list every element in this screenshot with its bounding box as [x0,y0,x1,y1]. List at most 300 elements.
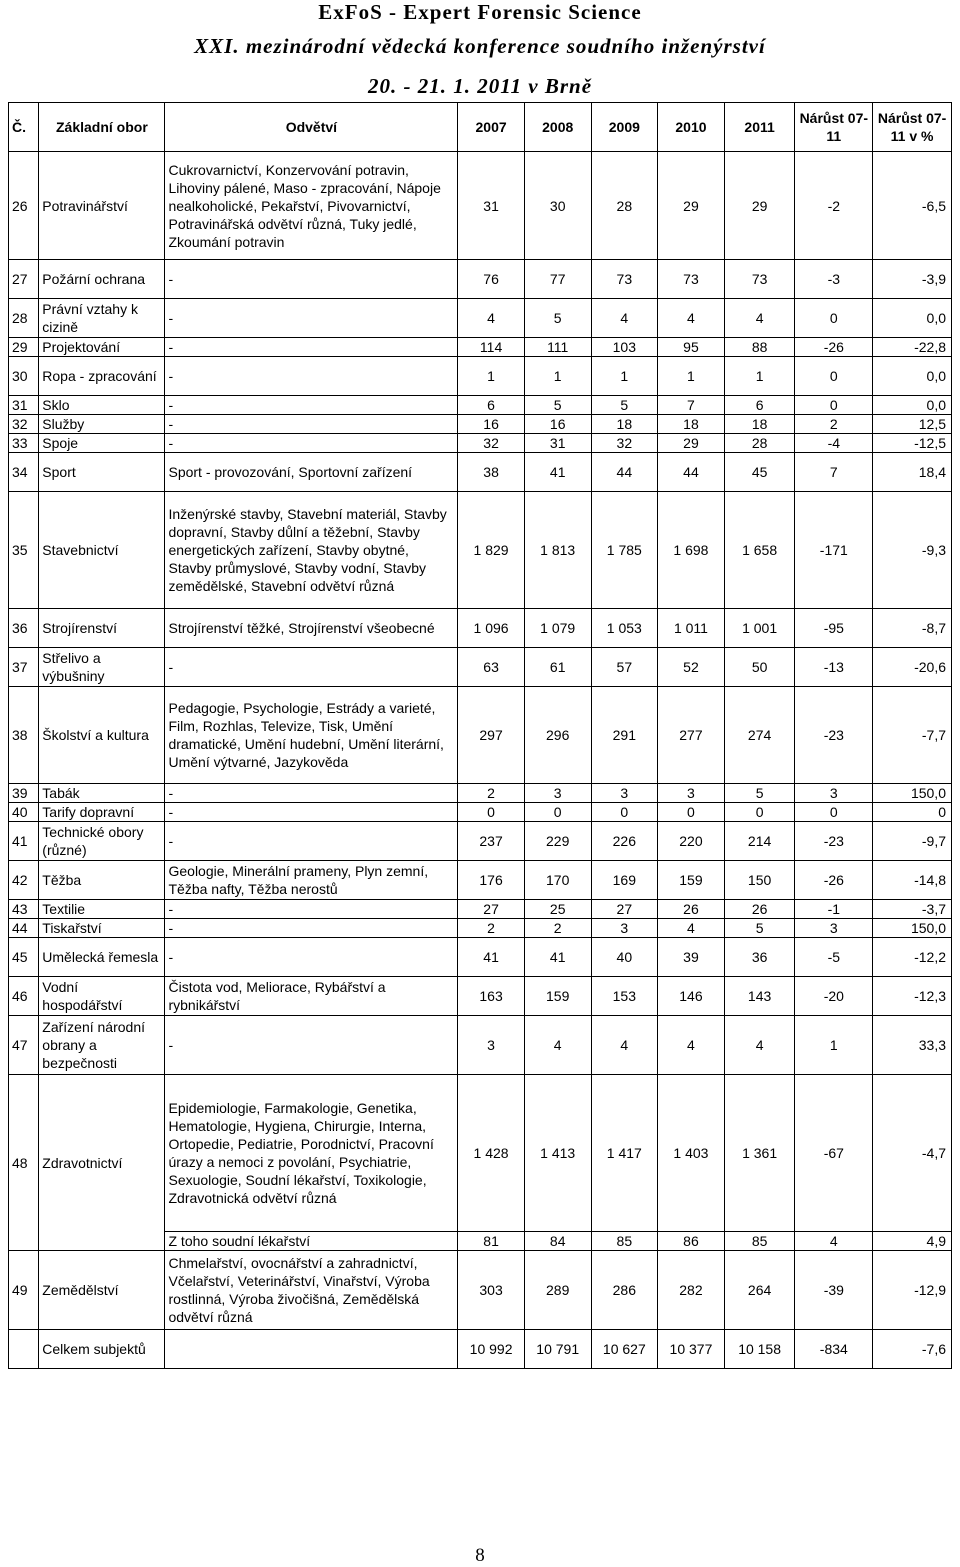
row-pct: -8,7 [873,609,952,648]
row-y2007: 1 428 [458,1075,525,1232]
row-y2011: 88 [724,338,795,357]
col-2009: 2009 [591,103,658,152]
row-narust: 3 [795,784,873,803]
row-narust: -20 [795,977,873,1016]
row-y2007: 38 [458,453,525,492]
row-narust: 0 [795,299,873,338]
row-pct: 0,0 [873,396,952,415]
table-row [9,1251,952,1330]
row-obor: Textilie [39,900,165,919]
row-y2011: 4 [724,299,795,338]
row-odvetvi: - [165,900,458,919]
table-row [9,687,952,784]
row-y2008: 84 [524,1232,591,1251]
row-y2010: 1 [658,357,725,396]
row-y2007: 10 992 [458,1330,525,1369]
row-y2009: 18 [591,415,658,434]
row-y2009: 1 785 [591,492,658,609]
table-row [9,453,952,492]
row-pct: -9,7 [873,822,952,861]
table-row [9,919,952,938]
row-number: 36 [9,609,39,648]
row-y2010: 39 [658,938,725,977]
row-narust: -13 [795,648,873,687]
row-pct: 0,0 [873,357,952,396]
col-2007: 2007 [458,103,525,152]
row-odvetvi [165,1330,458,1369]
table-row [9,338,952,357]
row-y2011: 264 [724,1251,795,1330]
row-number: 39 [9,784,39,803]
row-odvetvi: - [165,299,458,338]
row-y2009: 73 [591,260,658,299]
page-number: 8 [475,1545,485,1566]
conference-subtitle: XXI. mezinárodní vědecká konference soudního inženýrství [194,34,766,58]
row-number: 33 [9,434,39,453]
row-pct: -4,7 [873,1075,952,1232]
row-y2009: 5 [591,396,658,415]
row-narust: -2 [795,152,873,260]
row-y2009: 85 [591,1232,658,1251]
table-row [9,434,952,453]
row-number: 41 [9,822,39,861]
row-number: 47 [9,1016,39,1075]
row-number: 48 [9,1075,39,1251]
row-obor: Požární ochrana [39,260,165,299]
table-row [9,492,952,609]
row-y2010: 29 [658,152,725,260]
row-obor: Sklo [39,396,165,415]
row-y2011: 214 [724,822,795,861]
table-row [9,609,952,648]
row-y2011: 45 [724,453,795,492]
row-y2009: 3 [591,784,658,803]
row-y2008: 3 [524,784,591,803]
row-y2008: 10 791 [524,1330,591,1369]
row-pct: -3,9 [873,260,952,299]
row-y2007: 237 [458,822,525,861]
row-y2010: 1 403 [658,1075,725,1232]
row-y2011: 85 [724,1232,795,1251]
row-narust: -67 [795,1075,873,1232]
row-narust: -4 [795,434,873,453]
row-y2008: 61 [524,648,591,687]
row-y2010: 26 [658,900,725,919]
row-y2007: 6 [458,396,525,415]
row-odvetvi: - [165,338,458,357]
row-y2011: 26 [724,900,795,919]
row-y2008: 111 [524,338,591,357]
row-odvetvi: - [165,260,458,299]
row-y2007: 76 [458,260,525,299]
row-number: 29 [9,338,39,357]
row-y2007: 114 [458,338,525,357]
table-row [9,1330,952,1369]
row-narust: -23 [795,687,873,784]
row-y2011: 4 [724,1016,795,1075]
row-y2008: 30 [524,152,591,260]
row-y2007: 297 [458,687,525,784]
row-y2010: 52 [658,648,725,687]
row-number: 30 [9,357,39,396]
row-y2010: 4 [658,1016,725,1075]
row-odvetvi: Čistota vod, Meliorace, Rybářství a rybnikářství [165,977,458,1016]
row-y2010: 86 [658,1232,725,1251]
row-pct: -12,2 [873,938,952,977]
row-y2011: 0 [724,803,795,822]
row-y2007: 31 [458,152,525,260]
row-number: 34 [9,453,39,492]
row-y2009: 291 [591,687,658,784]
row-y2010: 159 [658,861,725,900]
row-y2010: 1 698 [658,492,725,609]
row-y2011: 73 [724,260,795,299]
row-number: 43 [9,900,39,919]
row-y2007: 16 [458,415,525,434]
row-y2011: 274 [724,687,795,784]
row-y2011: 5 [724,919,795,938]
row-y2009: 226 [591,822,658,861]
row-obor: Tabák [39,784,165,803]
row-number: 45 [9,938,39,977]
row-y2008: 41 [524,938,591,977]
row-narust: 3 [795,919,873,938]
row-odvetvi: Z toho soudní lékařství [165,1232,458,1251]
row-y2008: 1 413 [524,1075,591,1232]
row-y2009: 286 [591,1251,658,1330]
row-pct: -3,7 [873,900,952,919]
row-y2009: 1 417 [591,1075,658,1232]
row-narust: 4 [795,1232,873,1251]
row-narust: -26 [795,861,873,900]
row-y2011: 6 [724,396,795,415]
table-row [9,977,952,1016]
row-number: 46 [9,977,39,1016]
row-y2009: 40 [591,938,658,977]
row-y2011: 1 001 [724,609,795,648]
row-pct: 33,3 [873,1016,952,1075]
row-narust: 0 [795,396,873,415]
row-y2010: 95 [658,338,725,357]
row-y2011: 1 658 [724,492,795,609]
row-number: 38 [9,687,39,784]
table-row [9,938,952,977]
row-y2007: 1 829 [458,492,525,609]
row-pct: 0,0 [873,299,952,338]
row-obor: Strojírenství [39,609,165,648]
row-y2009: 1 [591,357,658,396]
row-y2010: 277 [658,687,725,784]
row-obor: Vodní hospodářství [39,977,165,1016]
row-pct: -12,5 [873,434,952,453]
table-row [9,900,952,919]
row-y2009: 32 [591,434,658,453]
row-obor: Spoje [39,434,165,453]
row-y2008: 1 079 [524,609,591,648]
row-y2009: 169 [591,861,658,900]
row-number: 44 [9,919,39,938]
table-row [9,1016,952,1075]
row-y2010: 18 [658,415,725,434]
row-y2008: 229 [524,822,591,861]
row-y2008: 296 [524,687,591,784]
table-row [9,299,952,338]
row-y2007: 163 [458,977,525,1016]
row-odvetvi: Strojírenství těžké, Strojírenství všeobecné [165,609,458,648]
conference-date: 20. - 21. 1. 2011 v Brně [367,74,593,98]
row-odvetvi: Geologie, Minerální prameny, Plyn zemní, Těžba nafty, Těžba nerostů [165,861,458,900]
row-number: 32 [9,415,39,434]
row-obor: Střelivo a výbušniny [39,648,165,687]
row-y2008: 4 [524,1016,591,1075]
row-odvetvi: - [165,648,458,687]
row-y2011: 50 [724,648,795,687]
row-narust: -3 [795,260,873,299]
row-y2009: 4 [591,299,658,338]
row-y2007: 4 [458,299,525,338]
row-y2009: 1 053 [591,609,658,648]
row-pct: 150,0 [873,784,952,803]
row-y2011: 18 [724,415,795,434]
row-y2007: 2 [458,784,525,803]
row-odvetvi: - [165,938,458,977]
row-y2008: 25 [524,900,591,919]
row-odvetvi: - [165,1016,458,1075]
row-y2011: 5 [724,784,795,803]
row-odvetvi: - [165,919,458,938]
row-odvetvi: Pedagogie, Psychologie, Estrády a varieté, Film, Rozhlas, Televize, Tisk, Umění dramatické, Umění hudební, Umění literární, Umění výtvarné, Jazykověda [165,687,458,784]
row-y2009: 103 [591,338,658,357]
row-narust: -834 [795,1330,873,1369]
row-y2011: 36 [724,938,795,977]
row-y2009: 57 [591,648,658,687]
table-row [9,152,952,260]
row-narust: -23 [795,822,873,861]
row-y2008: 289 [524,1251,591,1330]
row-obor: Právní vztahy k cizině [39,299,165,338]
row-y2011: 28 [724,434,795,453]
row-obor: Školství a kultura [39,687,165,784]
row-number: 37 [9,648,39,687]
row-pct: -22,8 [873,338,952,357]
table-row [9,260,952,299]
row-odvetvi: - [165,415,458,434]
row-y2011: 1 361 [724,1075,795,1232]
col-no: Č. [9,103,39,152]
col-2011: 2011 [724,103,795,152]
row-y2008: 16 [524,415,591,434]
row-pct: -20,6 [873,648,952,687]
row-number: 35 [9,492,39,609]
row-y2010: 0 [658,803,725,822]
row-y2009: 44 [591,453,658,492]
table-row [9,357,952,396]
row-narust: -171 [795,492,873,609]
row-narust: 0 [795,357,873,396]
row-y2009: 153 [591,977,658,1016]
row-number: 40 [9,803,39,822]
row-y2007: 2 [458,919,525,938]
row-y2010: 44 [658,453,725,492]
row-pct: -14,8 [873,861,952,900]
row-obor: Tarify dopravní [39,803,165,822]
row-pct: -9,3 [873,492,952,609]
row-pct: 12,5 [873,415,952,434]
row-y2009: 28 [591,152,658,260]
row-y2007: 41 [458,938,525,977]
row-odvetvi: Chmelařství, ovocnářství a zahradnictví, Včelařství, Veterinářství, Vinařství, Výroba rostlinná, Výroba živočišná, Zemědělská odvětví různá [165,1251,458,1330]
row-y2010: 1 011 [658,609,725,648]
row-narust: 2 [795,415,873,434]
row-y2007: 27 [458,900,525,919]
row-odvetvi: - [165,396,458,415]
row-pct: -12,9 [873,1251,952,1330]
table-body [9,152,952,1369]
row-narust: -1 [795,900,873,919]
row-y2011: 143 [724,977,795,1016]
col-2010: 2010 [658,103,725,152]
row-y2010: 4 [658,299,725,338]
row-y2010: 282 [658,1251,725,1330]
row-y2009: 27 [591,900,658,919]
row-pct: 150,0 [873,919,952,938]
row-y2007: 81 [458,1232,525,1251]
row-y2010: 146 [658,977,725,1016]
row-obor: Technické obory (různé) [39,822,165,861]
row-obor: Potravinářství [39,152,165,260]
table-row [9,396,952,415]
row-narust: -95 [795,609,873,648]
table-row [9,803,952,822]
row-pct: 0 [873,803,952,822]
row-y2011: 10 158 [724,1330,795,1369]
row-y2007: 32 [458,434,525,453]
row-y2008: 77 [524,260,591,299]
row-odvetvi: - [165,357,458,396]
row-y2010: 29 [658,434,725,453]
row-pct: -6,5 [873,152,952,260]
row-y2007: 0 [458,803,525,822]
row-odvetvi: - [165,784,458,803]
row-narust: -5 [795,938,873,977]
row-narust: 7 [795,453,873,492]
row-y2007: 1 [458,357,525,396]
row-obor: Umělecká řemesla [39,938,165,977]
row-pct: -7,6 [873,1330,952,1369]
col-narust-pct: Nárůst 07-11 v % [873,103,952,152]
row-y2007: 176 [458,861,525,900]
table-row [9,415,952,434]
table-row [9,822,952,861]
row-obor: Zařízení národní obrany a bezpečnosti [39,1016,165,1075]
row-y2011: 150 [724,861,795,900]
row-y2008: 159 [524,977,591,1016]
row-number: 26 [9,152,39,260]
row-y2008: 170 [524,861,591,900]
row-odvetvi: - [165,434,458,453]
row-y2008: 41 [524,453,591,492]
row-obor: Sport [39,453,165,492]
row-y2008: 5 [524,299,591,338]
row-y2009: 3 [591,919,658,938]
row-pct: 4,9 [873,1232,952,1251]
row-y2010: 73 [658,260,725,299]
row-y2010: 7 [658,396,725,415]
row-obor: Těžba [39,861,165,900]
row-y2009: 10 627 [591,1330,658,1369]
row-y2010: 3 [658,784,725,803]
row-y2008: 0 [524,803,591,822]
row-obor: Tiskařství [39,919,165,938]
row-narust: 0 [795,803,873,822]
table-row [9,1075,952,1232]
row-number: 28 [9,299,39,338]
row-obor: Služby [39,415,165,434]
row-y2010: 10 377 [658,1330,725,1369]
row-number: 27 [9,260,39,299]
row-y2011: 29 [724,152,795,260]
row-y2008: 2 [524,919,591,938]
row-odvetvi: Inženýrské stavby, Stavební materiál, Stavby dopravní, Stavby důlní a těžební, Stavby energetických zařízení, Stavby obytné, Stavby průmyslové, Stavby vodní, Stavby zemědělské, Stavební odvětví různá [165,492,458,609]
row-y2007: 1 096 [458,609,525,648]
col-obor: Základní obor [39,103,165,152]
row-y2008: 1 813 [524,492,591,609]
row-narust: -39 [795,1251,873,1330]
row-number [9,1330,39,1369]
row-obor: Zemědělství [39,1251,165,1330]
col-2008: 2008 [524,103,591,152]
col-narust: Nárůst 07-11 [795,103,873,152]
row-y2009: 4 [591,1016,658,1075]
row-odvetvi: - [165,822,458,861]
col-odvetvi: Odvětví [165,103,458,152]
row-odvetvi: - [165,803,458,822]
row-y2010: 4 [658,919,725,938]
row-y2007: 63 [458,648,525,687]
row-y2007: 3 [458,1016,525,1075]
row-number: 31 [9,396,39,415]
experts-table [8,102,952,1369]
row-pct: -7,7 [873,687,952,784]
row-y2008: 1 [524,357,591,396]
row-obor: Zdravotnictví [39,1075,165,1251]
row-obor: Celkem subjektů [39,1330,165,1369]
row-number: 42 [9,861,39,900]
row-y2007: 303 [458,1251,525,1330]
row-y2011: 1 [724,357,795,396]
row-pct: -12,3 [873,977,952,1016]
row-odvetvi: Sport - provozování, Sportovní zařízení [165,453,458,492]
table-row [9,648,952,687]
row-obor: Ropa - zpracování [39,357,165,396]
row-narust: 1 [795,1016,873,1075]
row-pct: 18,4 [873,453,952,492]
row-obor: Stavebnictví [39,492,165,609]
row-y2009: 0 [591,803,658,822]
row-odvetvi: Cukrovarnictví, Konzervování potravin, Lihoviny pálené, Maso - zpracování, Nápoje nealkoholické, Pekařství, Pivovarnictví, Potravinářská odvětví různá, Tuky jedlé, Zkoumání potravin [165,152,458,260]
conference-title: ExFoS - Expert Forensic Science [318,0,642,24]
row-narust: -26 [795,338,873,357]
table-header [9,103,952,152]
row-odvetvi: Epidemiologie, Farmakologie, Genetika, Hematologie, Hygiena, Chirurgie, Interna, Ortopedie, Pediatrie, Porodnictví, Pracovní úrazy a nemoci z povolání, Psychiatrie, Sexuologie, Soudní lékařství, Toxikologie, Zdravotnická odvětví různá [165,1075,458,1232]
table-row [9,784,952,803]
table-row [9,861,952,900]
row-obor: Projektování [39,338,165,357]
row-y2008: 31 [524,434,591,453]
row-y2008: 5 [524,396,591,415]
row-number: 49 [9,1251,39,1330]
row-y2010: 220 [658,822,725,861]
